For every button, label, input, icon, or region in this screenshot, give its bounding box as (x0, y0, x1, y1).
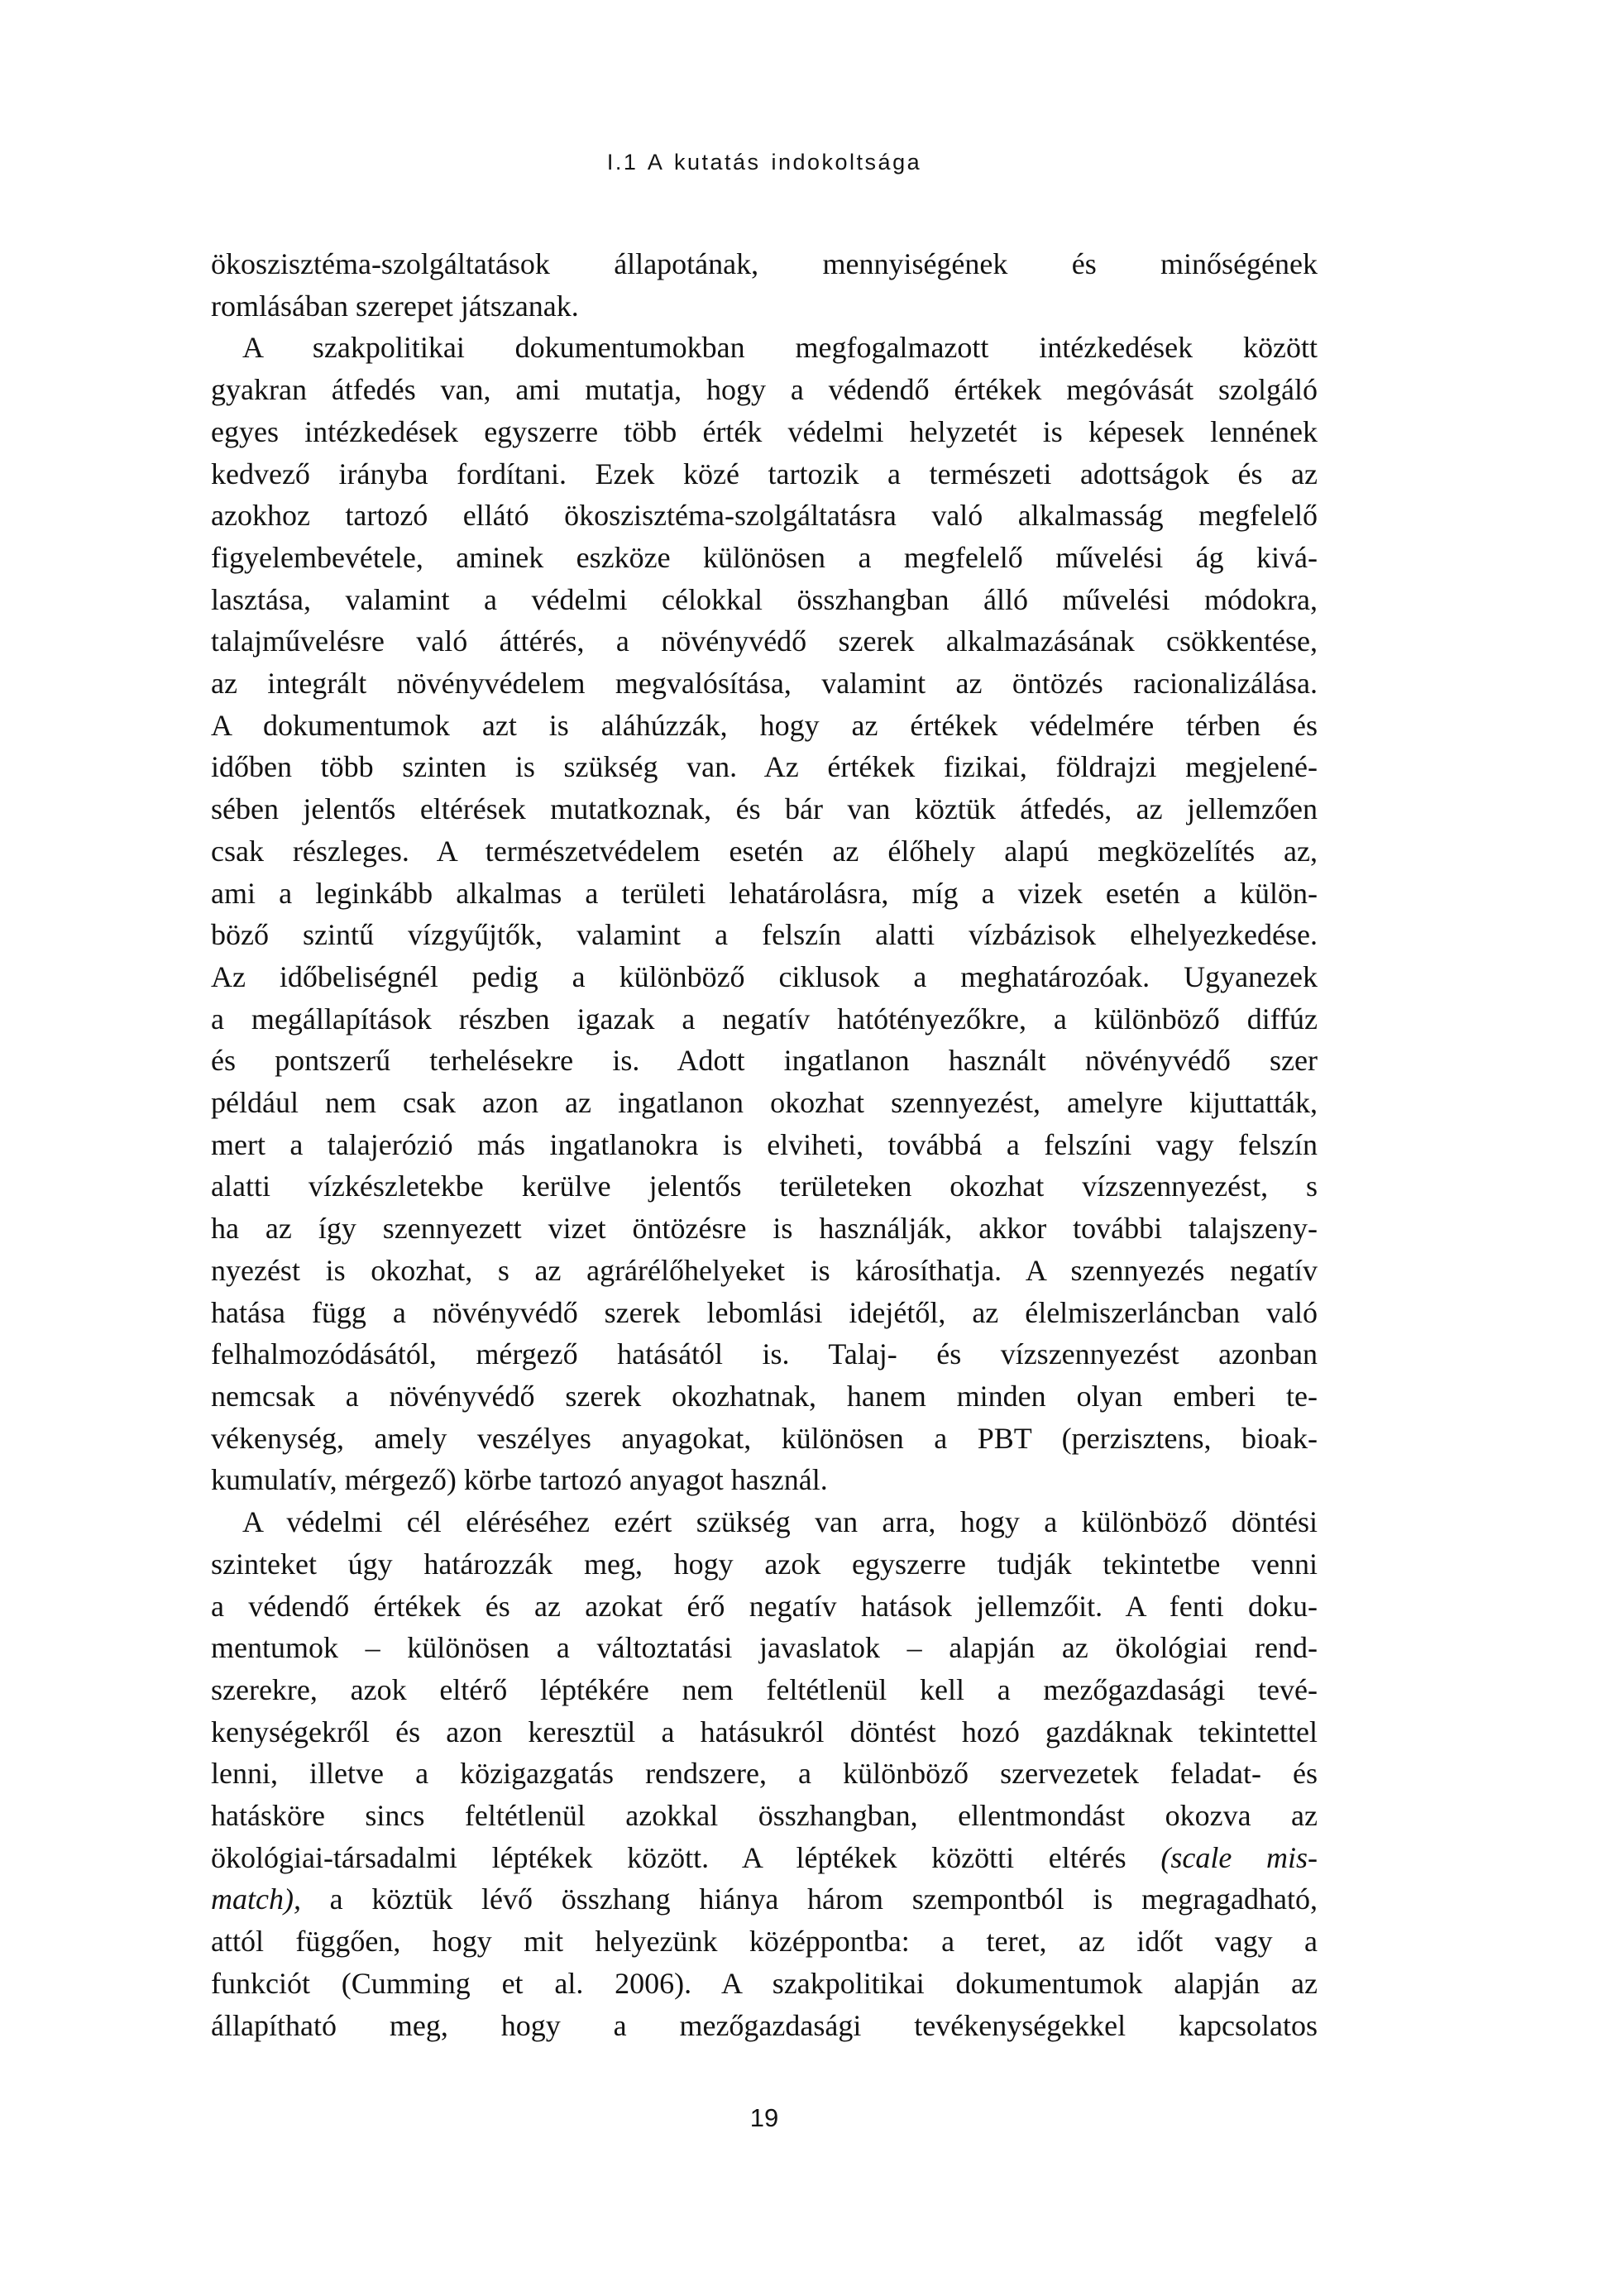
text-line (211, 1837, 1318, 1879)
text-line (211, 1963, 1318, 2005)
text-segment: alatti vízkészletekbe kerülve jelentős területeken okozhat vízszennyezést, s (211, 1170, 1318, 1203)
text-segment: felhalmozódásától, mérgező hatásától is. Talaj- és vízszennyezést azonban (211, 1337, 1318, 1371)
text-segment: nemcsak a növényvédő szerek okozhatnak, hanem minden olyan emberi te- (211, 1379, 1318, 1413)
text-segment: időben több szinten is szükség van. Az értékek fizikai, földrajzi megjelené- (211, 750, 1318, 784)
text-segment: például nem csak azon az ingatlanon okozhat szennyezést, amelyre kijuttatták, (211, 1086, 1318, 1120)
text-line (211, 662, 1318, 705)
text-segment: gyakran átfedés van, ami mutatja, hogy a védendő értékek megóvását szolgáló (211, 373, 1318, 407)
text-segment: egyes intézkedések egyszerre több érték védelmi helyzetét is képesek lennének (211, 414, 1318, 448)
text-segment: a megállapítások részben igazak a negatív hatótényezőkre, a különböző diffúz (211, 1002, 1318, 1036)
text-segment: figyelembevétele, aminek eszköze különösen a megfelelő művelési ág kivá- (211, 540, 1318, 574)
text-segment: állapítható meg, hogy a mezőgazdasági tevékenységekkel kapcsolatos (211, 2008, 1318, 2042)
text-line (211, 1418, 1318, 1460)
text-segment: sében jelentős eltérések mutatkoznak, és bár van köztük átfedés, az jellemzően (211, 792, 1318, 826)
text-segment: kedvező irányba fordítani. Ezek közé tartozik a természeti adottságok és az (211, 457, 1318, 490)
text-line (211, 1040, 1318, 1082)
text-line (211, 873, 1318, 915)
text-line (211, 1627, 1318, 1669)
text-segment: mentumok – különösen a változtatási javaslatok – alapján az ökológiai rend- (211, 1631, 1318, 1665)
text-line (211, 579, 1318, 621)
text-segment: és pontszerű terhelésekre is. Adott ingatlanon használt növényvédő szer (211, 1044, 1318, 1078)
text-line (211, 285, 1318, 328)
text-line (211, 243, 1318, 285)
text-segment: ökológiai-társadalmi léptékek között. A léptékek közötti eltérés (211, 1840, 1161, 1874)
text-line (211, 1124, 1318, 1166)
text-segment: böző szintű vízgyűjtők, valamint a felszín alatti vízbázisok elhelyezkedése. (211, 918, 1318, 952)
text-segment: talajművelésre való áttérés, a növényvédő szerek alkalmazásának csökkentése, (211, 624, 1318, 658)
text-segment: hatása függ a növényvédő szerek lebomlási idejétől, az élelmiszerláncban való (211, 1295, 1318, 1329)
text-segment: a köztük lévő összhang hiánya három szempontból is megragadható, (300, 1882, 1318, 1916)
text-segment: romlásában szerepet játszanak. (211, 289, 579, 323)
text-line (211, 1082, 1318, 1124)
body-text (211, 243, 1318, 2046)
text-segment: A szakpolitikai dokumentumokban megfogalmazott intézkedések között (242, 331, 1318, 365)
text-line (211, 369, 1318, 411)
text-line (211, 1250, 1318, 1292)
text-line (211, 1459, 1318, 1501)
text-segment: attól függően, hogy mit helyezünk középpontba: a teret, az időt vagy a (211, 1925, 1318, 1959)
text-line (211, 411, 1318, 453)
text-segment: A dokumentumok azt is aláhúzzák, hogy az értékek védelmére térben és (211, 708, 1318, 742)
text-segment: az integrált növényvédelem megvalósítása, valamint az öntözés racionalizálása. (211, 667, 1318, 701)
text-line (211, 788, 1318, 830)
text-line (211, 453, 1318, 495)
text-line (211, 705, 1318, 747)
text-segment: ha az így szennyezett vizet öntözésre is használják, akkor további talajszeny- (211, 1212, 1318, 1246)
page-number: 19 (749, 2103, 779, 2132)
text-segment: A védelmi cél eléréséhez ezért szükség van arra, hogy a különböző döntési (242, 1505, 1318, 1539)
running-header: I.1 A kutatás indokoltsága (606, 150, 922, 175)
text-segment: azokhoz tartozó ellátó ökoszisztéma-szolgáltatásra való alkalmasság megfelelő (211, 499, 1318, 533)
text-line (211, 1795, 1318, 1837)
text-line (211, 1586, 1318, 1628)
text-segment: csak részleges. A természetvédelem esetén az élőhely alapú megközelítés az, (211, 834, 1318, 868)
text-line (211, 2005, 1318, 2047)
text-segment: mert a talajerózió más ingatlanokra is elviheti, továbbá a felszíni vagy felszín (211, 1127, 1318, 1161)
text-line (211, 1333, 1318, 1375)
text-line (211, 1669, 1318, 1711)
text-line (211, 1711, 1318, 1753)
text-line (211, 998, 1318, 1040)
text-line (211, 620, 1318, 662)
text-segment: vékenység, amely veszélyes anyagokat, különösen a PBT (perzisztens, bioak- (211, 1421, 1318, 1455)
text-line (211, 1375, 1318, 1418)
text-line (211, 495, 1318, 537)
text-line (211, 1292, 1318, 1334)
text-line (211, 1878, 1318, 1921)
text-segment: lenni, illetve a közigazgatás rendszere, a különböző szervezetek feladat- és (211, 1757, 1318, 1791)
text-line (211, 830, 1318, 873)
text-segment: lasztása, valamint a védelmi célokkal összhangban álló művelési módokra, (211, 582, 1318, 616)
text-segment: Az időbeliségnél pedig a különböző ciklusok a meghatározóak. Ugyanezek (211, 959, 1318, 993)
text-segment: szerekre, azok eltérő léptékére nem feltétlenül kell a mezőgazdasági tevé- (211, 1672, 1318, 1706)
text-line (211, 1501, 1318, 1543)
text-line (211, 327, 1318, 369)
text-line (211, 1543, 1318, 1586)
text-segment: funkciót (Cumming et al. 2006). A szakpolitikai dokumentumok alapján az (211, 1966, 1318, 2000)
text-line (211, 956, 1318, 998)
text-line (211, 1921, 1318, 1963)
text-line (211, 746, 1318, 788)
italic-segment: (scale mis- (1160, 1840, 1318, 1874)
text-line (211, 1753, 1318, 1795)
italic-segment: match), (211, 1882, 301, 1916)
text-line (211, 1165, 1318, 1208)
text-segment: nyezést is okozhat, s az agrárélőhelyeket is károsíthatja. A szennyezés negatív (211, 1253, 1318, 1287)
text-segment: ami a leginkább alkalmas a területi lehatárolásra, míg a vizek esetén a külön- (211, 876, 1318, 910)
text-segment: kumulatív, mérgező) körbe tartozó anyagot használ. (211, 1463, 828, 1497)
text-segment: szinteket úgy határozzák meg, hogy azok egyszerre tudják tekintetbe venni (211, 1547, 1318, 1581)
text-segment: ökoszisztéma-szolgáltatások állapotának, mennyiségének és minőségének (211, 247, 1318, 280)
text-segment: hatásköre sincs feltétlenül azokkal összhangban, ellentmondást okozva az (211, 1799, 1318, 1833)
text-line (211, 537, 1318, 579)
text-segment: kenységekről és azon keresztül a hatásukról döntést hozó gazdáknak tekintettel (211, 1715, 1318, 1748)
text-line (211, 914, 1318, 956)
text-line (211, 1208, 1318, 1250)
text-segment: a védendő értékek és az azokat érő negatív hatások jellemzőit. A fenti doku- (211, 1589, 1318, 1623)
